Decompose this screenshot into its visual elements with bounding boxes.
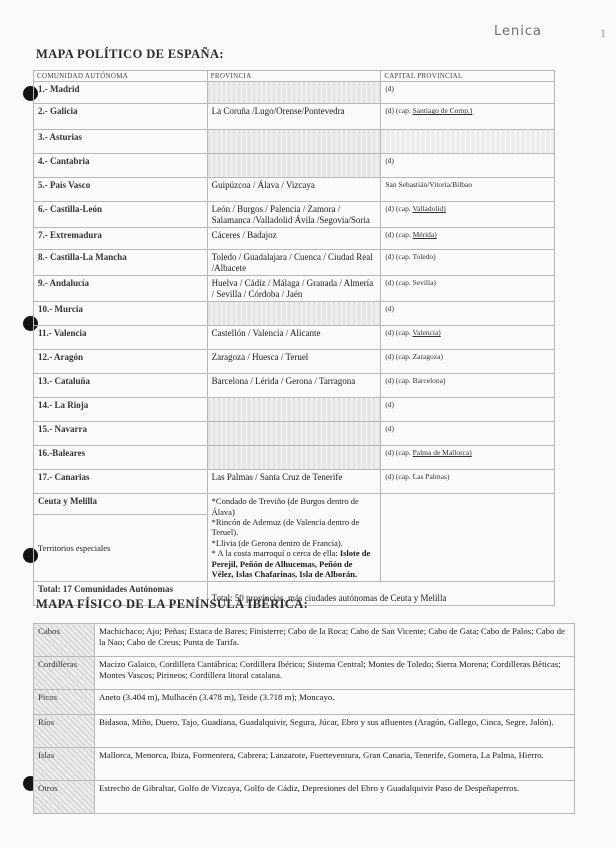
territorios-label-cell: Territorios especiales bbox=[34, 515, 208, 582]
table-row bbox=[34, 624, 575, 657]
table-row bbox=[34, 154, 555, 178]
category-content: Estrecho de Gibraltar, Golfo de Vizcaya, Golfo de Cádiz, Depresiones del Ebro y Guadalquivir Paso de Despeñaperros. bbox=[95, 781, 575, 814]
header-capital: CAPITAL PROVINCIAL bbox=[381, 71, 555, 82]
capital-prefix: (d) (cap. bbox=[385, 204, 411, 214]
table-row bbox=[34, 228, 555, 250]
capital-cell bbox=[381, 326, 555, 350]
header-provincia: PROVINCIA bbox=[207, 71, 381, 82]
provincia-cell: Huelva / Cádiz / Málaga / Granada / Almería / Sevilla / Córdoba / Jaén bbox=[207, 276, 381, 302]
table-row bbox=[34, 748, 575, 781]
comunidad-cell: 2.- Galicia bbox=[34, 104, 208, 130]
table-row bbox=[34, 130, 555, 154]
territory-line: *Condado de Treviño (de Burgos dentro de Álava) bbox=[211, 496, 359, 517]
physical-table bbox=[33, 623, 575, 814]
comunidad-cell: 16.-Baleares bbox=[34, 446, 208, 470]
comunidad-cell: 8.- Castilla-La Mancha bbox=[34, 250, 208, 276]
ceuta-melilla-cell: Ceuta y Melilla bbox=[34, 494, 208, 515]
capital-cell: (d) bbox=[381, 302, 555, 326]
table-row bbox=[34, 250, 555, 276]
capital-cell: (d) (cap. Toledo) bbox=[381, 250, 555, 276]
provincia-cell bbox=[207, 130, 381, 154]
category-label: Cordilleras bbox=[34, 657, 95, 690]
table-row bbox=[34, 690, 575, 715]
total-provincias-cell: Total: 50 provincias, más ciudades autónomas de Ceuta y Melilla bbox=[207, 582, 554, 606]
category-content: Machichaco; Ajo; Peñas; Estaca de Bares; Finisterre; Cabo de la Roca; Cabo de San Vicente; Cabo de Gata; Cabo de Palos; Cabo de la Nao; Cabo de Creus; Punta de Tarifa. bbox=[95, 624, 575, 657]
capital-underlined: Mérida) bbox=[412, 230, 437, 240]
capital-cell bbox=[381, 494, 555, 582]
comunidad-cell: 10.- Murcia bbox=[34, 302, 208, 326]
category-label: Islas bbox=[34, 748, 95, 781]
provincia-cell bbox=[207, 422, 381, 446]
table-row bbox=[34, 374, 555, 398]
table-row bbox=[34, 202, 555, 228]
comunidad-cell: 6.- Castilla-León bbox=[34, 202, 208, 228]
provincia-cell bbox=[207, 302, 381, 326]
table-row bbox=[34, 657, 575, 690]
table-row bbox=[34, 781, 575, 814]
handwritten-note: Lenica bbox=[494, 24, 542, 39]
capital-cell: (d) (cap. Barcelona) bbox=[381, 374, 555, 398]
table-row bbox=[34, 398, 555, 422]
provincia-cell bbox=[207, 398, 381, 422]
table-row bbox=[34, 494, 555, 515]
comunidad-cell: 7.- Extremadura bbox=[34, 228, 208, 250]
comunidad-cell: 11.- Valencia bbox=[34, 326, 208, 350]
capital-prefix: (d) (cap. bbox=[385, 230, 411, 240]
physical-map-title: MAPA FÍSICO DE LA PENÍNSULA IBÉRICA: bbox=[36, 597, 309, 611]
capital-cell bbox=[381, 228, 555, 250]
table-row bbox=[34, 422, 555, 446]
provincia-cell: Cáceres / Badajoz bbox=[207, 228, 381, 250]
provincia-cell: Toledo / Guadalajara / Cuenca / Ciudad Real /Albacete bbox=[207, 250, 381, 276]
category-label: Cabos bbox=[34, 624, 95, 657]
category-content: Bidasoa, Miño, Duero, Tajo, Guadiana, Guadalquivir, Segura, Júcar, Ebro y sus afluentes (Aragón, Gallego, Cinca, Segre, Jalón). bbox=[95, 715, 575, 748]
total-comunidades-cell: Total: 17 Comunidades Autónomas bbox=[34, 582, 208, 606]
category-label: Ríos bbox=[34, 715, 95, 748]
capital-cell bbox=[381, 446, 555, 470]
category-label: Otros bbox=[34, 781, 95, 814]
capital-prefix: (d) (cap. bbox=[385, 328, 411, 338]
territory-line: *Rincón de Ademuz (de Valencia dentro de Teruel). bbox=[211, 517, 360, 538]
table-row bbox=[34, 302, 555, 326]
capital-cell: (d) (cap. Las Palmas) bbox=[381, 470, 555, 494]
territorios-detail-cell bbox=[207, 494, 381, 582]
table-row bbox=[34, 470, 555, 494]
comunidad-cell: 17.- Canarias bbox=[34, 470, 208, 494]
provincia-cell: Zaragoza / Huesca / Teruel bbox=[207, 350, 381, 374]
category-label: Picos bbox=[34, 690, 95, 715]
table-row bbox=[34, 178, 555, 202]
category-content: Macizo Galaico, Cordillera Cantábrica; Cordillera Ibérico; Sistema Central; Montes de Toledo; Sierra Morena; Cordilleras Béticas; Montes Vascos; Pirineos; Cordillera litoral catalana. bbox=[95, 657, 575, 690]
corner-mark: 1 bbox=[600, 26, 606, 40]
provincia-cell: La Coruña /Lugo/Orense/Pontevedra bbox=[207, 104, 381, 130]
comunidad-cell: 14.- La Rioja bbox=[34, 398, 208, 422]
table-row bbox=[34, 276, 555, 302]
table-row bbox=[34, 82, 555, 104]
comunidad-cell: 1.- Madrid bbox=[34, 82, 208, 104]
territory-line bbox=[212, 548, 377, 579]
capital-underlined: Santiago de Comp.) bbox=[412, 106, 473, 116]
category-content: Mallorca, Menorca, Ibiza, Formentera, Cabrera; Lanzarote, Fuerteventura, Gran Canaria, Tenerife, Gomera, La Palma, Hierro. bbox=[95, 748, 575, 781]
table-row bbox=[34, 326, 555, 350]
provincia-cell bbox=[207, 446, 381, 470]
territory-islands: Islote de Perejil, Peñón de Alhucemas, Peñón de Vélez, Islas Chafarinas, Isla de Alborán. bbox=[211, 548, 371, 580]
table-header-row bbox=[34, 71, 555, 82]
provincia-cell: León / Burgos / Palencia / Zamora / Salamanca /Valladolid Ávila /Segovia/Soria bbox=[207, 202, 381, 228]
capital-prefix: (d) (cap. bbox=[385, 448, 411, 458]
territory-prefix: * A la costa marroquí o cerca de ella: bbox=[211, 548, 338, 559]
capital-cell bbox=[381, 130, 555, 154]
provincia-cell: Guipúzcoa / Álava / Vizcaya bbox=[207, 178, 381, 202]
comunidad-cell: 12.- Aragón bbox=[34, 350, 208, 374]
provincia-cell bbox=[207, 82, 381, 104]
table-row bbox=[34, 715, 575, 748]
header-comunidad: COMUNIDAD AUTÓNOMA bbox=[34, 71, 208, 82]
capital-underlined: Valencia) bbox=[412, 328, 441, 338]
capital-cell: (d) bbox=[381, 398, 555, 422]
capital-prefix: (d) (cap. bbox=[385, 106, 411, 116]
political-map-title: MAPA POLÍTICO DE ESPAÑA: bbox=[36, 47, 224, 61]
capital-cell bbox=[381, 104, 555, 130]
capital-cell: (d) bbox=[381, 82, 555, 104]
capital-underlined: Valladolid) bbox=[412, 204, 446, 214]
provincia-cell: Castellón / Valencia / Alicante bbox=[207, 326, 381, 350]
comunidad-cell: 3.- Asturias bbox=[34, 130, 208, 154]
provincia-cell bbox=[207, 154, 381, 178]
capital-cell: (d) (cap. Zaragoza) bbox=[381, 350, 555, 374]
capital-cell: (d) (cap. Sevilla) bbox=[381, 276, 555, 302]
capital-cell: San Sebastián/Vitoria/Bilbao bbox=[381, 178, 555, 202]
capital-underlined: Palma de Mallorca) bbox=[412, 448, 472, 458]
table-row bbox=[34, 446, 555, 470]
provincia-cell: Las Palmas / Santa Cruz de Tenerife bbox=[207, 470, 381, 494]
comunidad-cell: 5.- País Vasco bbox=[34, 178, 208, 202]
capital-cell bbox=[381, 202, 555, 228]
comunidad-cell: 15.- Navarra bbox=[34, 422, 208, 446]
comunidad-cell: 4.- Cantabria bbox=[34, 154, 208, 178]
capital-cell: (d) bbox=[381, 154, 555, 178]
category-content: Aneto (3.404 m), Mulhacén (3.478 m), Teide (3.718 m); Moncayo. bbox=[95, 690, 575, 715]
table-row bbox=[34, 104, 555, 130]
comunidad-cell: 13.- Cataluña bbox=[34, 374, 208, 398]
provincia-cell: Barcelona / Lérida / Gerona / Tarragona bbox=[207, 374, 381, 398]
table-row bbox=[34, 350, 555, 374]
territory-line: *Llivia (de Gerona dentro de Francia). bbox=[211, 537, 343, 548]
capital-cell: (d) bbox=[381, 422, 555, 446]
comunidad-cell: 9.- Andalucía bbox=[34, 276, 208, 302]
political-table bbox=[33, 70, 555, 606]
